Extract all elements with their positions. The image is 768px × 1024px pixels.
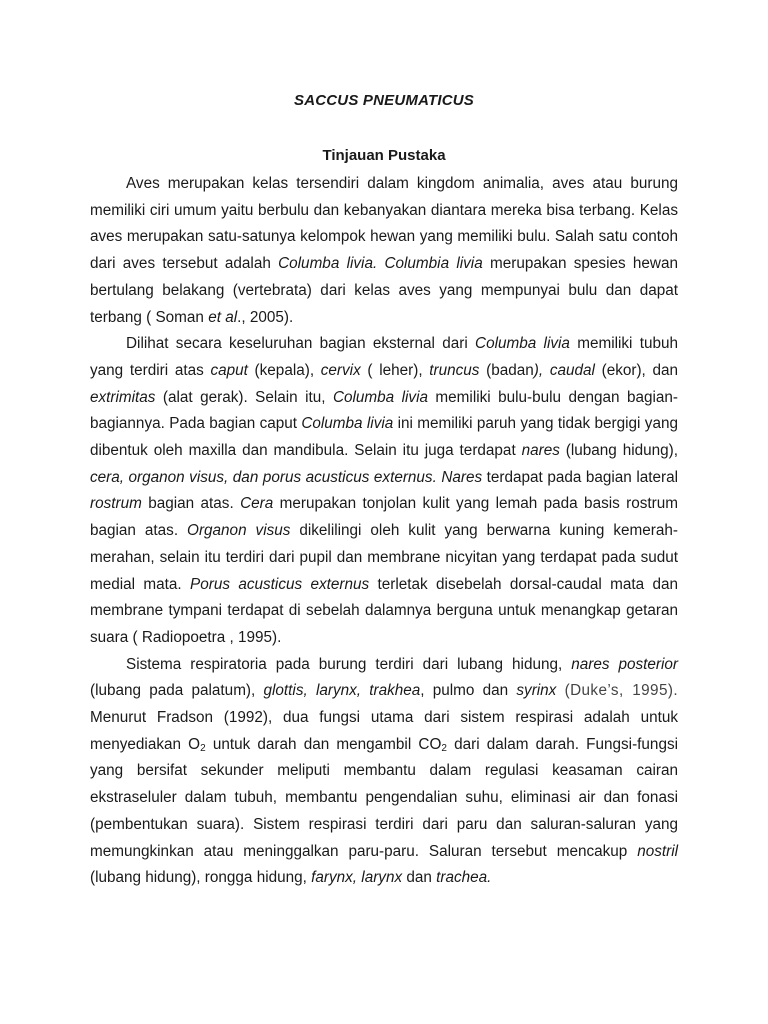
italic-term: ), caudal bbox=[533, 361, 595, 379]
text-run: , pulmo dan bbox=[420, 682, 517, 700]
text-run: memiliki bulu-bulu dengan bagian-bagiannya. Pada bagian caput bbox=[90, 388, 678, 433]
text-run: ( leher), bbox=[360, 361, 430, 379]
citation: (Duke’s, 1995). bbox=[564, 682, 679, 700]
paragraph-2 bbox=[90, 331, 678, 651]
italic-term: et al bbox=[208, 308, 238, 326]
text-run: bagian atas. bbox=[141, 495, 241, 513]
italic-term: extrimitas bbox=[90, 388, 156, 406]
italic-term: Organon visus bbox=[187, 522, 291, 540]
text-run: (badan bbox=[479, 361, 534, 379]
text-run: terletak disebelah dorsal-caudal mata dan membrane tympani terdapat di sebelah dalamnya berguna untuk menangkap getaran suara ( Radiopoetra , 1995). bbox=[90, 575, 678, 646]
text-run: merupakan spesies hewan bertulang belakang (vertebrata) dari kelas aves yang mempunyai bulu dan dapat terbang ( Soman bbox=[90, 255, 678, 326]
italic-term: trachea. bbox=[436, 869, 492, 887]
section-heading: Tinjauan Pustaka bbox=[322, 147, 446, 164]
text-run: merupakan tonjolan kulit yang lemah pada basis rostrum bagian atas. bbox=[90, 495, 678, 540]
document-title: SACCUS PNEUMATICUS bbox=[294, 92, 474, 109]
italic-term: cervix bbox=[320, 361, 361, 379]
paragraph-1 bbox=[90, 171, 678, 331]
text-run: (kepala), bbox=[247, 361, 321, 379]
italic-term: nostril bbox=[637, 842, 678, 860]
text-run: memiliki tubuh yang terdiri atas bbox=[90, 335, 679, 379]
italic-term: cera, organon visus, dan porus acusticus externus. Nares bbox=[90, 468, 483, 486]
text-run: Sistema respiratoria pada burung terdiri dari lubang hidung, bbox=[126, 655, 572, 673]
text-run: terdapat pada bagian lateral bbox=[482, 468, 678, 486]
text-run: (lubang hidung), bbox=[559, 442, 678, 460]
italic-term: nares bbox=[521, 442, 560, 460]
text-run: dan bbox=[402, 869, 437, 887]
text-run: Menurut Fradson (1992), dua fungsi utama dari sistem respirasi adalah untuk menyediakan O bbox=[90, 709, 678, 753]
italic-term: rostrum bbox=[90, 495, 142, 513]
text-run bbox=[556, 682, 564, 699]
italic-term: glottis, larynx, trakhea bbox=[263, 682, 421, 700]
paragraph-3 bbox=[90, 652, 678, 892]
text-run: Aves merupakan kelas tersendiri dalam kingdom animalia, aves atau burung memiliki ciri umum yaitu berbulu dan kebanyakan diantara mereka bisa terbang. Kelas aves merupakan satu-satunya kelompok hewan yang memiliki bulu. Salah satu contoh dari aves tersebut adalah bbox=[90, 175, 678, 273]
italic-term: Cera bbox=[240, 495, 274, 513]
italic-term: Columba livia bbox=[301, 415, 394, 433]
italic-term: Columba livia bbox=[475, 335, 570, 353]
text-run: (ekor), dan bbox=[594, 361, 679, 379]
subscript: 2 bbox=[441, 742, 447, 754]
text-run: ., 2005). bbox=[237, 308, 294, 326]
italic-term: truncus bbox=[429, 361, 480, 379]
italic-term: Porus acusticus externus bbox=[190, 575, 370, 593]
text-run: (lubang pada palatum), bbox=[90, 682, 264, 700]
subscript: 2 bbox=[200, 742, 206, 754]
italic-term: syrinx bbox=[516, 682, 557, 700]
text-run: untuk darah dan mengambil CO bbox=[205, 735, 442, 753]
italic-term: farynx, larynx bbox=[311, 869, 403, 887]
italic-term: Columba livia bbox=[332, 388, 428, 406]
italic-term: caput bbox=[210, 361, 248, 379]
body-text bbox=[90, 171, 678, 892]
text-run: dikelilingi oleh kulit yang berwarna kuning kemerah-merahan, selain itu terdiri dari pupil dan membrane nicyitan yang terdapat pada sudut medial mata. bbox=[90, 522, 678, 593]
text-run: Dilihat secara keseluruhan bagian eksternal dari bbox=[126, 335, 476, 353]
text-run: (lubang hidung), rongga hidung, bbox=[90, 869, 312, 887]
text-run: (alat gerak). Selain itu, bbox=[155, 388, 333, 406]
text-run: ini memiliki paruh yang tidak bergigi yang dibentuk oleh maxilla dan mandibula. Selain itu juga terdapat bbox=[90, 415, 678, 460]
italic-term: Columba livia. Columbia livia bbox=[278, 255, 483, 273]
text-run: dari dalam darah. Fungsi-fungsi yang bersifat sekunder meliputi membantu dalam regulasi keasaman cairan ekstraseluler dalam tubuh, membantu pengendalian suhu, eliminasi air dan fonasi (pembentukan suara). Sistem respirasi terdiri dari paru dan saluran-saluran yang memungkinkan atau meninggalkan paru-paru. Saluran tersebut mencakup bbox=[90, 735, 678, 860]
italic-term: nares posterior bbox=[571, 655, 679, 673]
